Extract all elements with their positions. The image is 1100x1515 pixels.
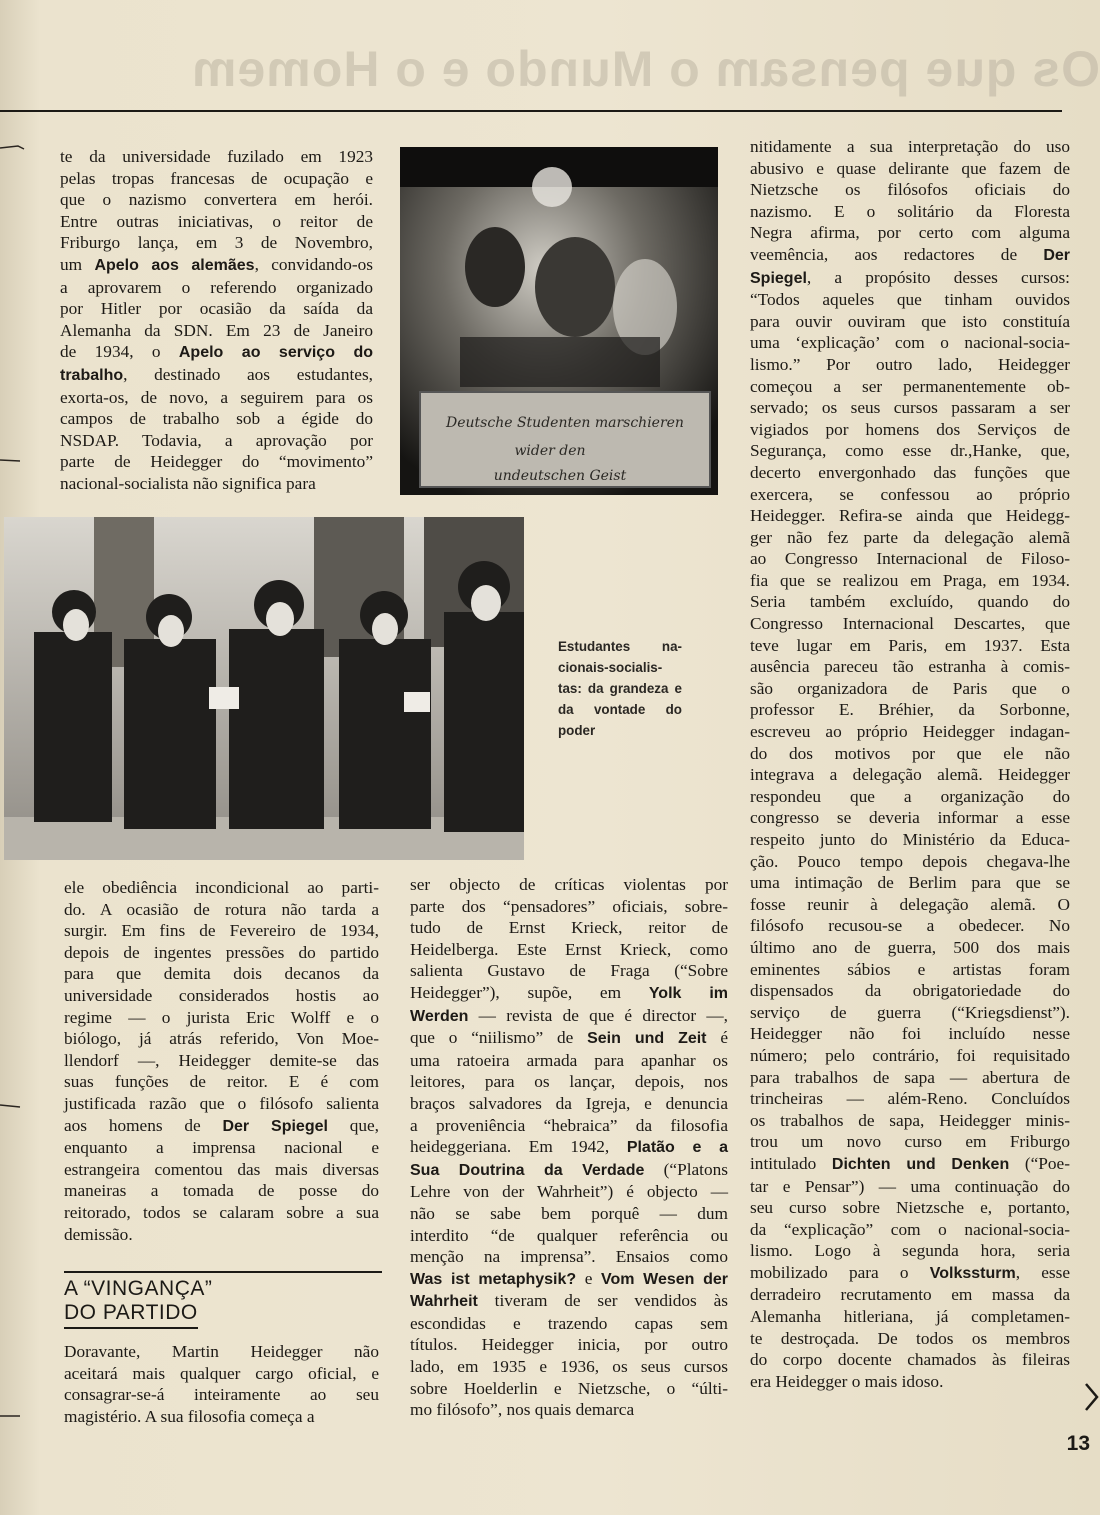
section-heading-line1: A “VINGANÇA” — [64, 1277, 213, 1300]
bold-title: trabalho — [60, 366, 124, 384]
text-line: Alemanha da SDN. Em 23 de Janeiro — [60, 320, 373, 340]
text-line: justificada razão que o filósofo salienta — [64, 1093, 379, 1113]
text-line: Wahrheit tiveram de ser vendidos às — [410, 1291, 728, 1311]
banner-line3: undeutschen Geist — [493, 468, 627, 484]
text-line: um Apelo aos alemães, convidando-os — [60, 254, 373, 274]
text-line: parte de Heidegger do “movimento” — [60, 452, 373, 472]
text-line: uma ‘explicação’ com o nacional-socia- — [750, 333, 1070, 353]
text-line: do corpo docente chamados às fileiras — [750, 1350, 1070, 1370]
text-line: universidade considerados hostis ao — [64, 985, 379, 1005]
text-line: Heidelberga. Este Ernst Krieck, como — [410, 939, 728, 959]
text-line: respondeu que a organização do — [750, 786, 1070, 806]
text-line: número; pelo contrário, foi requisitado — [750, 1045, 1070, 1065]
bold-title: Der Spiegel — [222, 1117, 328, 1135]
text-line: servado; os seus cursos passaram a ser — [750, 398, 1070, 418]
bold-title: Der — [1043, 246, 1070, 264]
column1-top-text — [60, 146, 373, 495]
text-line: surgir. Em fins de Fevereiro de 1934, — [64, 921, 379, 941]
text-line: Seria também excluído, quando do — [750, 592, 1070, 612]
bold-title: Apelo ao serviço do — [178, 344, 373, 362]
photo-uniformed-students — [4, 517, 524, 860]
text-line: maneiras a tomada de posse do — [64, 1181, 379, 1201]
text-line: Lehre von der Wahrheit”) é objecto — — [410, 1182, 728, 1202]
text-line: começou a ser permanentemente ob- — [750, 376, 1070, 396]
text-line: respeito junto do Ministério da Educa- — [750, 830, 1070, 849]
text-line: dispensados da obrigatoriedade do — [750, 981, 1070, 1001]
photo-book-burning — [400, 147, 718, 495]
text-line: lismo. Logo à segunda hora, seria — [750, 1241, 1070, 1261]
text-line: ao Congresso Internacional de Filoso- — [750, 549, 1070, 569]
text-line: exorta-os, de novo, a seguirem para os — [60, 387, 373, 407]
photo-caption: Estudantes na-cionais-socialis-tas: da grandeza e da vontade do poder — [558, 639, 682, 738]
text-line: trou um novo curso em Friburgo — [750, 1132, 1070, 1152]
text-line: Werden — revista de que é director —, — [410, 1005, 728, 1025]
text-line: trabalho, destinado aos estudantes, — [60, 364, 373, 384]
text-line: NSDAP. Todavia, a aprovação por — [60, 430, 373, 450]
text-line: Alemanha hitleriana, já completamen- — [750, 1307, 1070, 1327]
text-line: suas funções de reitor. E é com — [64, 1072, 379, 1092]
text-line: os trabalhos de sapa, Heidegger minis- — [750, 1110, 1070, 1130]
text-line: mobilizado para o Volkssturm, esse — [750, 1262, 1070, 1282]
text-line: Entre outras iniciativas, o reitor de — [60, 211, 373, 231]
text-line: por Hitler por ocasião da saída da — [60, 299, 373, 319]
text-line: Congresso Internacional Descartes, que — [750, 614, 1070, 634]
margin-mark — [0, 1408, 24, 1418]
text-line: eminentes sábios e artistas foram — [750, 959, 1070, 979]
text-line: heideggeriana. Em 1942, Platão e a — [410, 1137, 729, 1157]
text-line: da “explicação” com o nacional-socia- — [750, 1219, 1070, 1239]
text-line: te da universidade fuzilado em 1923 — [60, 147, 373, 166]
text-line: nacional-socialista não significa para — [60, 473, 316, 493]
text-line: ausência pareceu tão estranha à comis- — [750, 657, 1070, 677]
text-line: trincheiras — além-Reno. Concluídos — [750, 1089, 1070, 1109]
text-line: fosse reunir à delegação alemã. O — [750, 894, 1070, 914]
text-line: nitidamente a sua interpretação do uso — [750, 137, 1070, 156]
text-line: Negra afirma, por certo com alguma — [750, 223, 1070, 243]
text-line: Heidegger não foi incluído nesse — [750, 1024, 1070, 1044]
text-line: aos homens de Der Spiegel que, — [64, 1115, 380, 1135]
text-line: serviço de guerra (“Kriegsdienst”). — [750, 1002, 1070, 1022]
text-line: “Todos aqueles que tinham ouvidos — [750, 290, 1070, 310]
bold-title: Yolk im — [648, 984, 728, 1002]
text-line: consagrar-se-á inteiramente ao seu — [64, 1385, 379, 1405]
header-rule — [0, 110, 1062, 112]
text-line: menção na imprensa”. Ensaios como — [410, 1247, 728, 1267]
text-line: mo filósofo”, nos quais demarca — [410, 1400, 635, 1420]
section-heading — [64, 1271, 382, 1329]
column1-bottom-text — [64, 877, 379, 1245]
text-line: Friburgo lança, em 3 de Novembro, — [60, 233, 373, 253]
text-line: escreveu ao próprio Heidegger indagan- — [750, 722, 1070, 742]
text-line: do dos motivos por que ele não — [750, 743, 1070, 763]
bold-title: Wahrheit — [410, 1293, 478, 1311]
text-line: teve lugar em Paris, em 1937. Esta — [750, 635, 1070, 655]
text-line: para trabalhos de sapa — abertura de — [750, 1067, 1070, 1087]
text-line: reitorado, todos se calaram sobre a sua — [64, 1202, 379, 1222]
text-line: Spiegel, a propósito desses cursos: — [750, 267, 1070, 287]
text-line: Heidegger. Refira-se ainda que Heidegg- — [750, 506, 1070, 526]
text-line: nazismo. E o solitário da Floresta — [750, 201, 1070, 221]
text-line: filósofo recusou-se a obedecer. No — [750, 916, 1070, 936]
text-line: regime — o jurista Eric Wolff e o — [64, 1007, 379, 1027]
text-line: último ano de guerra, 500 dos mais — [750, 937, 1070, 957]
text-line: exercera, se confessou ao próprio — [750, 484, 1070, 504]
text-line: Doravante, Martin Heidegger não — [64, 1342, 379, 1361]
text-line: campos de trabalho sob a égide do — [60, 409, 373, 429]
bold-title: Volkssturm — [929, 1264, 1016, 1282]
text-line: do. A ocasião de rotura não tarda a — [64, 899, 379, 919]
bold-title: Werden — [410, 1007, 469, 1025]
text-line: era Heidegger o mais idoso. — [750, 1371, 944, 1391]
text-line: seu curso sobre Nietzsche e, portanto, — [750, 1198, 1070, 1218]
text-line: biólogo, já atrás referido, Von Moe- — [64, 1029, 379, 1049]
text-line: Heidegger”), supõe, em Yolk im — [410, 982, 728, 1002]
text-line: enquanto a imprensa nacional e — [64, 1138, 379, 1158]
text-line: te destroçada. De todos os membros — [750, 1328, 1070, 1348]
text-line: salienta Gustavo de Fraga (“Sobre — [410, 961, 728, 981]
section-heading-line2: DO PARTIDO — [64, 1301, 198, 1329]
text-line: a aprovarem o referendo organizado — [60, 277, 373, 297]
text-line: Sua Doutrina da Verdade (“Platons — [410, 1159, 728, 1179]
text-line: ser objecto de críticas violentas por — [410, 875, 728, 894]
text-line: aceitará mais qualquer cargo oficial, e — [64, 1363, 379, 1383]
text-line: de 1934, o Apelo ao serviço do — [60, 342, 373, 362]
bold-title: Spiegel — [750, 269, 807, 287]
text-line: depois de ingentes pressões do partido — [64, 942, 379, 962]
text-line: interdito “de qualquer referência ou — [410, 1225, 728, 1245]
text-line: pelas tropas francesas de ocupação e — [60, 168, 373, 188]
text-line: llendorf —, Heidegger demite-se das — [64, 1050, 379, 1070]
text-line: tar e Pensar”) — uma continuação do — [750, 1176, 1070, 1196]
text-line: lado, em 1935 e 1936, os seus cursos — [410, 1357, 728, 1377]
column1-section-text — [64, 1341, 379, 1427]
text-line: que o nazismo convertera em herói. — [60, 190, 373, 210]
text-line: que o “niilismo” de Sein und Zeit é — [410, 1028, 728, 1048]
text-line: a proveniência “hebraica” da filosofia — [410, 1115, 728, 1135]
bold-title: Apelo aos alemães — [94, 256, 255, 274]
bold-title: Dichten und Denken — [831, 1155, 1010, 1173]
text-line: veemência, aos redactores de Der — [750, 244, 1070, 264]
text-line: ger não fez parte da delegação alemã — [750, 527, 1070, 547]
text-line: sobre Hoelderlin e Nietzsche, o “últi- — [410, 1378, 728, 1398]
bold-title: Sein und Zeit — [587, 1030, 707, 1048]
text-line: ele obediência incondicional ao parti- — [64, 878, 379, 897]
text-line: Segurança, como esse dr.,Hanke, que, — [750, 441, 1070, 461]
text-line: para ouvir ouviram que isto constituía — [750, 311, 1070, 331]
text-line: magistério. A sua filosofia começa a — [64, 1406, 315, 1426]
text-line: leitores, para os lançar, depois, nos — [410, 1072, 728, 1092]
margin-mark — [0, 1098, 24, 1108]
text-line: braços salvadores da Igreja, e denuncia — [410, 1093, 728, 1113]
text-line: integrava a delegação alemã. Heidegger — [750, 765, 1070, 785]
text-line: estrangeira comentou das mais diversas — [64, 1159, 379, 1179]
column3-text — [750, 136, 1070, 1392]
bold-title: Sua Doutrina da Verdade — [410, 1161, 645, 1179]
banner-line1: Deutsche Studenten marschieren — [446, 415, 684, 431]
text-line: congresso se deveria informar a esse — [750, 808, 1070, 828]
text-line: títulos. Heidegger inicia, por outro — [410, 1335, 728, 1355]
margin-mark — [0, 140, 24, 150]
text-line: fia que se realizou em Praga, em 1934. — [750, 570, 1070, 590]
next-page-arrow-icon — [1084, 1382, 1100, 1412]
margin-mark — [0, 452, 24, 462]
column2-text — [410, 874, 728, 1421]
text-line: abusivo e quase delirante que fazem de — [750, 158, 1070, 178]
text-line: tudo de Ernst Krieck, reitor de — [410, 918, 728, 938]
text-line: uma ratoeira armada para apanhar os — [410, 1050, 728, 1070]
text-line: intitulado Dichten und Denken (“Poe- — [750, 1153, 1070, 1173]
text-line: demissão. — [64, 1224, 133, 1244]
text-line: derradeiro recrutamento em massa da — [750, 1285, 1070, 1305]
text-line: para que demita dois decanos da — [64, 964, 379, 984]
text-line: ção. Pouco tempo depois chegava-lhe — [750, 851, 1070, 871]
text-line: decerto envergonhado das funções que — [750, 462, 1070, 482]
text-line: parte dos “pensadores” oficiais, sobre- — [410, 896, 728, 916]
text-line: lismo.” Por outro lado, Heidegger — [750, 354, 1070, 374]
text-line: são organizadora de Paris que o — [750, 678, 1070, 698]
text-line: escondidas e trazendo capas sem — [410, 1313, 728, 1333]
text-line: uma intimação de Berlim para que se — [750, 873, 1070, 893]
text-line: Nietzsche os filósofos oficiais do — [750, 180, 1070, 200]
bold-title: Platão e a — [626, 1139, 729, 1157]
text-line: não se sabe bem porquê — dum — [410, 1203, 728, 1223]
bold-title: Vom Wesen der — [600, 1270, 729, 1288]
header-ghost-text: Os que pensam o Mundo e o Homem — [191, 41, 1100, 97]
bold-title: Was ist metaphysik? — [410, 1270, 577, 1288]
banner-line2: wider den — [514, 443, 586, 459]
text-line: Was ist metaphysik? e Vom Wesen der — [410, 1268, 729, 1288]
text-line: professor E. Bréhier, da Sorbonne, — [750, 700, 1070, 720]
text-line: vigiados por homens dos Serviços de — [750, 419, 1070, 439]
page-number: 13 — [1066, 1432, 1090, 1455]
